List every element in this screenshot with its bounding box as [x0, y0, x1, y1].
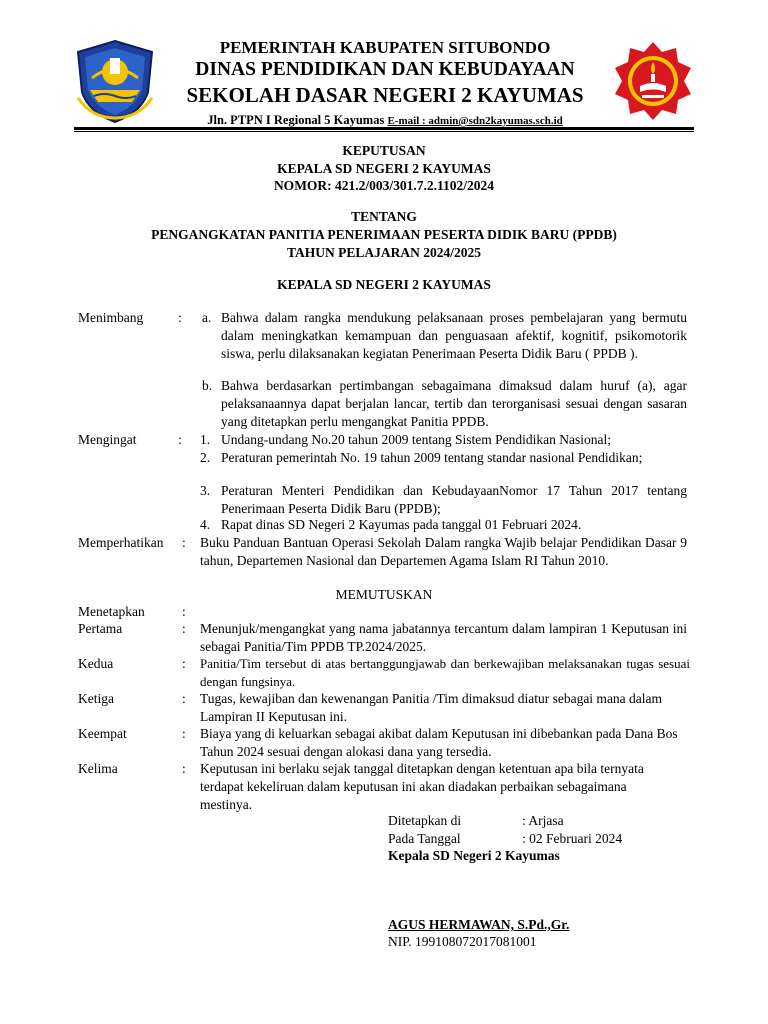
letterhead-department: DINAS PENDIDIKAN DAN KEBUDAYAAN: [195, 59, 575, 80]
kedua-row: [78, 655, 690, 691]
signatory-nip: NIP. 199108072017081001: [388, 934, 537, 949]
memperhatikan-colon: :: [182, 535, 186, 550]
menimbang-marker: b.: [202, 378, 213, 393]
menimbang-colon: :: [178, 310, 182, 325]
letterhead-thin-rule: [74, 131, 694, 132]
signature-place-label: Ditetapkan di: [388, 813, 462, 828]
keempat-label: Keempat: [78, 726, 127, 741]
mengingat-item-2: [78, 449, 690, 485]
memperhatikan-section: [78, 534, 690, 588]
kelima-label: Kelima: [78, 761, 118, 776]
memperhatikan-label: Memperhatikan: [78, 535, 164, 550]
decree-title: KEPUTUSAN: [342, 143, 426, 158]
decree-number: NOMOR: 421.2/003/301.7.2.1102/2024: [273, 178, 495, 193]
ketiga-colon: :: [182, 691, 186, 706]
ketiga-text: Tugas, kewajiban dan kewenangan Panitia /Tim dimaksud diatur sebagai mana dalam Lampiran II Keputusan ini.: [200, 691, 663, 724]
kedua-label: Kedua: [78, 656, 114, 671]
menimbang-label: Menimbang: [78, 310, 144, 325]
decree-year: TAHUN PELAJARAN 2024/2025: [286, 245, 481, 260]
mengingat-item-4: [78, 516, 690, 534]
mengingat-section: [78, 431, 690, 449]
signature-title: Kepala SD Negeri 2 Kayumas: [388, 848, 560, 863]
mengingat-marker: 1.: [200, 432, 211, 447]
letterhead-address: Jln. PTPN I Regional 5 Kayumas: [207, 113, 388, 127]
signature-date-label: Pada Tanggal: [388, 831, 461, 846]
keempat-row: [78, 725, 690, 761]
menetapkan-colon: :: [182, 604, 186, 619]
mengingat-colon: :: [178, 432, 182, 447]
keempat-text: Biaya yang di keluarkan sebagai akibat dalam Keputusan ini dibebankan pada Dana Bos Tahun 2024 sesuai dengan alokasi dana yang tersedia.: [200, 726, 678, 759]
mengingat-label: Mengingat: [78, 432, 137, 447]
menetapkan-row: [78, 603, 690, 621]
menimbang-marker: a.: [202, 310, 212, 325]
kelima-row: [78, 760, 690, 814]
decree-about: TENTANG: [351, 209, 417, 224]
letterhead-government: PEMERINTAH KABUPATEN SITUBONDO: [219, 38, 551, 57]
pertama-label: Pertama: [78, 621, 123, 636]
ketiga-label: Ketiga: [78, 691, 114, 706]
kelima-text: Keputusan ini berlaku sejak tanggal ditetapkan dengan ketentuan apa bila ternyata terdapat kekeliruan dalam keputusan ini akan diadakan perbaikan sebagaimana mestinya.: [200, 761, 644, 812]
pertama-colon: :: [182, 621, 186, 636]
kedua-colon: :: [182, 656, 186, 671]
mengingat-marker: 3.: [200, 483, 211, 498]
mengingat-item: Undang-undang No.20 tahun 2009 tentang Sistem Pendidikan Nasional;: [221, 432, 611, 447]
kedua-text: Panitia/Tim tersebut di atas bertanggungjawab dan berkewajiban melaksanakan tugas sesuai dengan fungsinya.: [200, 656, 690, 689]
letterhead: [150, 38, 620, 129]
ketiga-row: [78, 690, 690, 726]
mengingat-marker: 2.: [200, 450, 211, 465]
situbondo-regency-emblem-icon: [72, 38, 158, 124]
memperhatikan-text: Buku Panduan Bantuan Operasi Sekolah Dalam rangka Wajib belajar Pendidikan Dasar 9 tahun, Departemen Nasional dan Departemen Agama Islam RI Tahun 2010.: [200, 535, 687, 568]
menimbang-section-b: [78, 377, 690, 431]
memutuskan-heading: MEMUTUSKAN: [335, 587, 433, 602]
letterhead-school: SEKOLAH DASAR NEGERI 2 KAYUMAS: [186, 83, 584, 107]
mengingat-item: Peraturan pemerintah No. 19 tahun 2009 tentang standar nasional Pendidikan;: [221, 450, 643, 465]
mengingat-item: Peraturan Menteri Pendidikan dan KebudayaanNomor 17 Tahun 2017 tentang Penerimaan Peserta Didik Baru (PPDB);: [221, 483, 687, 516]
kelima-colon: :: [182, 761, 186, 776]
menimbang-item: Bahwa berdasarkan pertimbangan sebagaimana dimaksud dalam huruf (a), agar pelaksanaannya dapat berjalan lancar, tertib dan terorganisasi sesuai dengan sasaran yang ditetapkan perlu mengangkat Panitia PPDB.: [221, 378, 687, 429]
menimbang-item: Bahwa dalam rangka mendukung pelaksanaan proses pembelajaran yang bermutu dalam meningkatkan kemampuan dan penguasaan afektif, kognitif, psikomotorik siswa, perlu dilaksanakan kegiatan Penerimaan Peserta Didik Baru ( PPDB ).: [221, 310, 687, 361]
menimbang-section: [78, 309, 690, 381]
signatory-name: AGUS HERMAWAN, S.Pd.,Gr.: [388, 917, 570, 932]
pertama-text: Menunjuk/mengangkat yang nama jabatannya tercantum dalam lampiran 1 Keputusan ini sebagai Panitia/Tim PPDB TP.2024/2025.: [200, 621, 687, 654]
letterhead-email: E-mail : admin@sdn2kayumas.sch.id: [387, 115, 563, 127]
signature-place-value: : Arjasa: [522, 813, 564, 828]
decree-head: KEPALA SD NEGERI 2 KAYUMAS: [277, 277, 491, 292]
decree-issuer: KEPALA SD NEGERI 2 KAYUMAS: [277, 161, 491, 176]
signature-date-value: : 02 Februari 2024: [522, 831, 623, 846]
menetapkan-label: Menetapkan: [78, 604, 145, 619]
tut-wuri-handayani-emblem-icon: [610, 38, 696, 124]
mengingat-item-3: [78, 482, 690, 518]
keempat-colon: :: [182, 726, 186, 741]
decree-subject: PENGANGKATAN PANITIA PENERIMAAN PESERTA DIDIK BARU (PPDB): [151, 227, 617, 242]
pertama-row: [78, 620, 690, 656]
mengingat-marker: 4.: [200, 517, 211, 532]
letterhead-thick-rule: [74, 127, 694, 130]
mengingat-item: Rapat dinas SD Negeri 2 Kayumas pada tanggal 01 Februari 2024.: [221, 517, 582, 532]
